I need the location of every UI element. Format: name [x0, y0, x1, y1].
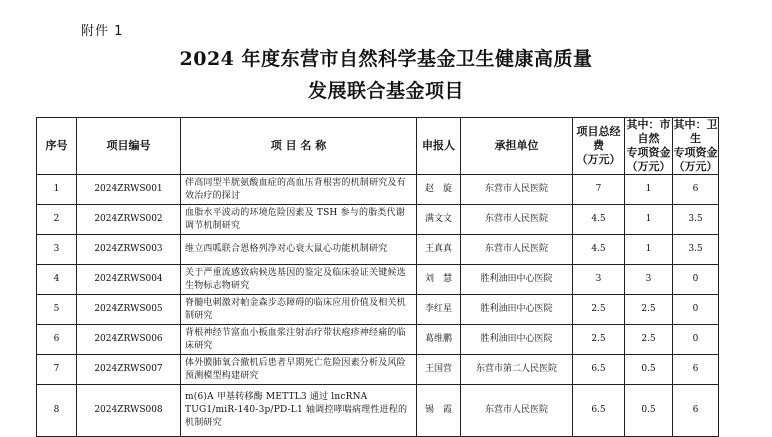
cell-city-fund: 1 [625, 235, 673, 265]
cell-health-fund: 3.5 [673, 205, 719, 235]
cell-name: 血脂水平波动的环境危险因素及 TSH 参与的脂类代谢调节机制研究 [181, 205, 417, 235]
document-title-line2: 发展联合基金项目 [307, 80, 464, 102]
cell-name: 体外膜肺氧合撤机后患者早期死亡危险因素分析及风险预测模型构建研究 [181, 355, 417, 385]
header-seq: 序号 [37, 118, 77, 175]
cell-seq: 8 [37, 385, 77, 437]
header-code: 项目编号 [77, 118, 181, 175]
cell-total: 6.5 [573, 385, 625, 437]
cell-applicant: 李红星 [417, 295, 461, 325]
cell-city-fund: 0.5 [625, 355, 673, 385]
cell-total: 2.5 [573, 325, 625, 355]
cell-total: 3 [573, 265, 625, 295]
cell-health-fund: 0 [673, 325, 719, 355]
table-row [37, 205, 719, 235]
header-applicant: 申报人 [417, 118, 461, 175]
cell-seq: 3 [37, 235, 77, 265]
cell-applicant: 葛维鹏 [417, 325, 461, 355]
table-row [37, 295, 719, 325]
cell-code: 2024ZRWS004 [77, 265, 181, 295]
cell-unit: 东营市人民医院 [461, 205, 573, 235]
cell-applicant: 刘 慧 [417, 265, 461, 295]
cell-health-fund: 6 [673, 175, 719, 205]
cell-seq: 5 [37, 295, 77, 325]
table-row [37, 385, 719, 437]
cell-code: 2024ZRWS001 [77, 175, 181, 205]
cell-name: 关于严重流感致病候选基因的鉴定及临床验证关键候选生物标志物研究 [181, 265, 417, 295]
cell-total: 4.5 [573, 205, 625, 235]
cell-code: 2024ZRWS006 [77, 325, 181, 355]
cell-name: 脊髓电刺激对帕金森步态障碍的临床应用价值及相关机制研究 [181, 295, 417, 325]
cell-unit: 东营市人民医院 [461, 235, 573, 265]
table-row [37, 325, 719, 355]
cell-applicant: 赵 旋 [417, 175, 461, 205]
cell-name: m(6)A 甲基转移酶 METTL3 通过 lncRNA TUG1/miR-140-3p/PD-L1 轴调控哮喘病理性进程的机制研究 [181, 385, 417, 437]
cell-unit: 胜利油田中心医院 [461, 325, 573, 355]
table-row [37, 355, 719, 385]
cell-code: 2024ZRWS003 [77, 235, 181, 265]
header-total: 项目总经费 （万元） [573, 118, 625, 175]
cell-unit: 胜利油田中心医院 [461, 265, 573, 295]
cell-health-fund: 0 [673, 265, 719, 295]
cell-code: 2024ZRWS002 [77, 205, 181, 235]
cell-health-fund: 6 [673, 385, 719, 437]
header-unit: 承担单位 [461, 118, 573, 175]
document-title-line1: 2024 年度东营市自然科学基金卫生健康高质量 [179, 48, 593, 70]
cell-health-fund: 3.5 [673, 235, 719, 265]
cell-code: 2024ZRWS005 [77, 295, 181, 325]
cell-total: 4.5 [573, 235, 625, 265]
cell-applicant: 锡 霞 [417, 385, 461, 437]
header-name: 项 目 名 称 [181, 118, 417, 175]
table-row [37, 265, 719, 295]
cell-unit: 东营市人民医院 [461, 385, 573, 437]
cell-seq: 1 [37, 175, 77, 205]
cell-total: 6.5 [573, 355, 625, 385]
cell-seq: 6 [37, 325, 77, 355]
cell-unit: 胜利油田中心医院 [461, 295, 573, 325]
cell-name: 维立西呱联合恩格列净对心衰大鼠心功能机制研究 [181, 235, 417, 265]
cell-seq: 7 [37, 355, 77, 385]
project-table [36, 117, 719, 437]
cell-health-fund: 0 [673, 295, 719, 325]
cell-health-fund: 6 [673, 355, 719, 385]
table-row [37, 175, 719, 205]
cell-city-fund: 1 [625, 175, 673, 205]
table-row [37, 235, 719, 265]
cell-applicant: 王真真 [417, 235, 461, 265]
cell-applicant: 满文文 [417, 205, 461, 235]
cell-name: 伴高同型半胱氨酸血症的高血压背根害的机制研究及有效治疗的探讨 [181, 175, 417, 205]
cell-city-fund: 2.5 [625, 295, 673, 325]
header-city-fund: 其中：市自然 专项资金 （万元） [626, 118, 671, 173]
cell-unit: 东营市人民医院 [461, 175, 573, 205]
cell-applicant: 王国营 [417, 355, 461, 385]
header-health-fund: 其中：卫生 专项资金 （万元） [673, 118, 718, 173]
cell-city-fund: 3 [625, 265, 673, 295]
cell-seq: 4 [37, 265, 77, 295]
cell-total: 2.5 [573, 295, 625, 325]
cell-name: 背根神经节富血小板血浆注射治疗带状疱疹神经痛的临床研究 [181, 325, 417, 355]
cell-code: 2024ZRWS007 [77, 355, 181, 385]
cell-total: 7 [573, 175, 625, 205]
cell-unit: 东营市第二人民医院 [461, 355, 573, 385]
cell-city-fund: 1 [625, 205, 673, 235]
cell-code: 2024ZRWS008 [77, 385, 181, 437]
cell-city-fund: 2.5 [625, 325, 673, 355]
attachment-label: 附件 1 [81, 24, 124, 39]
cell-city-fund: 0.5 [625, 385, 673, 437]
cell-seq: 2 [37, 205, 77, 235]
table-header-row [37, 118, 719, 175]
